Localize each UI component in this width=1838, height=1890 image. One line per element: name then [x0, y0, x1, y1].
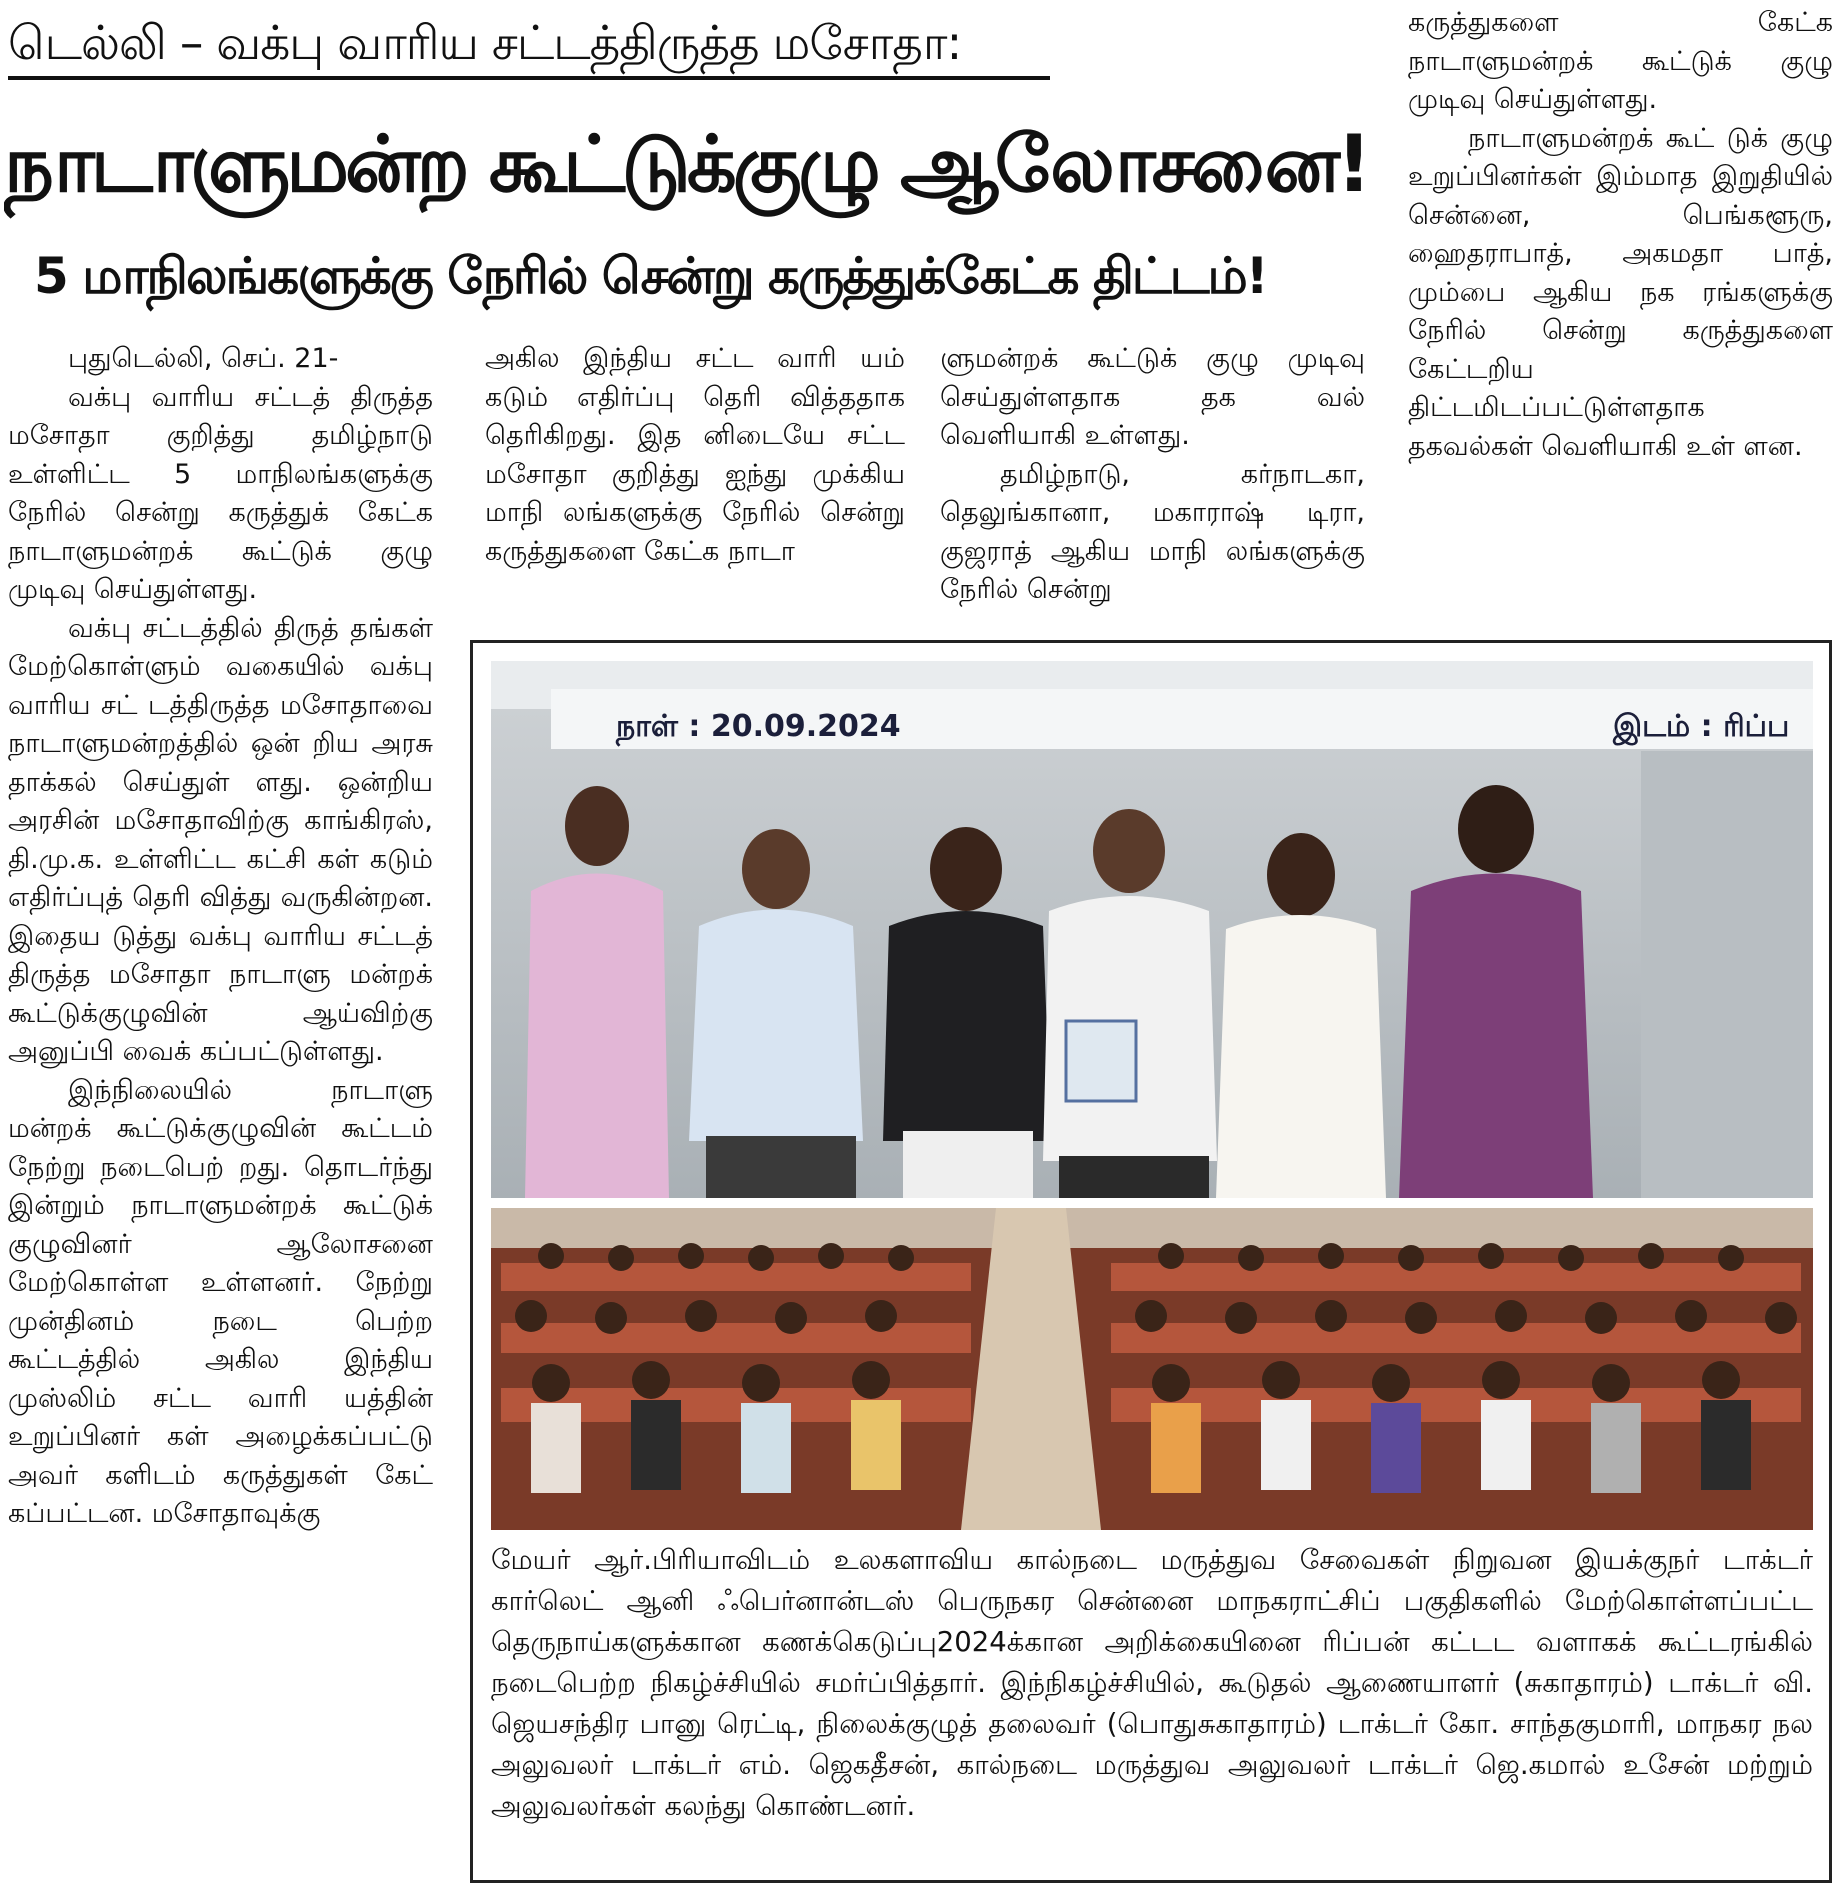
article-column-1	[8, 340, 433, 1888]
event-photo	[491, 661, 1813, 1198]
photo-caption-box	[470, 640, 1832, 1883]
paragraph: அகில இந்திய சட்ட வாரி யம் கடும் எதிர்ப்பு தெரி வித்ததாக தெரிகிறது. இத னிடையே சட்ட மசோதா குறித்து ஐந்து முக்கிய மாநி லங்களுக்கு நேரில் சென்று கருத்துகளை கேட்க நாடா	[485, 343, 905, 567]
banner-place: இடம் : ரிப்ப	[1613, 709, 1790, 744]
paragraph: வக்பு வாரிய சட்டத் திருத்த மசோதா குறித்து தமிழ்நாடு உள்ளிட்ட 5 மாநிலங்களுக்கு நேரில் சென்று கருத்துக் கேட்க நாடாளுமன்றக் கூட்டுக் குழு முடிவு செய்துள்ளது.	[8, 381, 433, 605]
photo-caption	[491, 1540, 1813, 1870]
kicker-line: டெல்லி – வக்பு வாரிய சட்டத்திருத்த மசோதா:	[8, 12, 1050, 80]
report-book	[1066, 1021, 1136, 1101]
subheadline: 5 மாநிலங்களுக்கு நேரில் சென்று கருத்துக்கேட்க திட்டம்!	[34, 247, 1267, 305]
headline: நாடாளுமன்ற கூட்டுக்குழு ஆலோசனை!	[4, 120, 1368, 210]
article-column-4	[1408, 4, 1833, 614]
audience-photo	[491, 1208, 1813, 1530]
caption-text: மேயர் ஆர்.பிரியாவிடம் உலகளாவிய கால்நடை மருத்துவ சேவைகள் நிறுவன இயக்குநர் டாக்டர் கார்லெட் ஆனி ஃபெர்னான்டஸ் பெருநகர சென்னை மாநகராட்சிப் பகுதிகளில் மேற்கொள்ளப்பட்ட தெருநாய்களுக்கான கணக்கெடுப்பு2024க்கான அறிக்கையினை ரிப்பன் கட்டட வளாகக் கூட்டரங்கில் நடைபெற்ற நிகழ்ச்சியில் சமர்ப்பித்தார். இந்நிகழ்ச்சியில், கூடுதல் ஆணையாளர் (சுகாதாரம்) டாக்டர் வி. ஜெயசந்திர பானு ரெட்டி, நிலைக்குழுத் தலைவர் (பொதுசுகாதாரம்) டாக்டர் கோ. சாந்தகுமாரி, மாநகர நல அலுவலர் டாக்டர் எம். ஜெகதீசன், கால்நடை மருத்துவ அலுவலர் டாக்டர் ஜெ.கமால் உசேன் மற்றும் அலுவலர்கள் கலந்து கொண்டனர்.	[491, 1544, 1813, 1822]
paragraph: தமிழ்நாடு, கர்நாடகா, தெலுங்கானா, மகாராஷ் டிரா, குஜராத் ஆகிய மாநி லங்களுக்கு நேரில் சென்று	[940, 458, 1365, 605]
paragraph: நாடாளுமன்றக் கூட் டுக் குழு உறுப்பினர்கள் இம்மாத இறுதியில் சென்னை, பெங்களூரு, ஹைதராபாத், அகமதா பாத், மும்பை ஆகிய நக ரங்களுக்கு நேரில் சென்று கருத்துகளை கேட்டறிய திட்டமிடப்பட்டுள்ளதாக தகவல்கள் வெளியாகி உள் ளன.	[1408, 122, 1833, 462]
dateline: புதுடெல்லி, செப். 21-	[68, 343, 339, 374]
article-column-3	[940, 340, 1365, 630]
paragraph: ளுமன்றக் கூட்டுக் குழு முடிவு செய்துள்ளதாக தக வல் வெளியாகி உள்ளது.	[940, 343, 1365, 451]
article-column-2	[485, 340, 905, 630]
paragraph: கருத்துகளை கேட்க நாடாளுமன்றக் கூட்டுக் குழு முடிவு செய்துள்ளது.	[1408, 7, 1833, 115]
paragraph: வக்பு சட்டத்தில் திருத் தங்கள் மேற்கொள்ளும் வகையில் வக்பு வாரிய சட் டத்திருத்த மசோதாவை நாடாளுமன்றத்தில் ஒன் றிய அரசு தாக்கல் செய்துள் ளது. ஒன்றிய அரசின் மசோதாவிற்கு காங்கிரஸ், தி.மு.க. உள்ளிட்ட கட்சி கள் கடும் எதிர்ப்புத் தெரி வித்து வருகின்றன. இதைய டுத்து வக்பு வாரிய சட்டத் திருத்த மசோதா நாடாளு மன்றக் கூட்டுக்குழுவின் ஆய்விற்கு அனுப்பி வைக் கப்பட்டுள்ளது.	[8, 612, 433, 1067]
paragraph: இந்நிலையில் நாடாளு மன்றக் கூட்டுக்குழுவின் கூட்டம் நேற்று நடைபெற் றது. தொடர்ந்து இன்றும் நாடாளுமன்றக் கூட்டுக் குழுவினர் ஆலோசனை மேற்கொள்ள உள்ளனர். நேற்று முன்தினம் நடை பெற்ற கூட்டத்தில் அகில இந்திய முஸ்லிம் சட்ட வாரி யத்தின் உறுப்பினர் கள் அழைக்கப்பட்டு அவர் களிடம் கருத்துகள் கேட் கப்பட்டன. மசோதாவுக்கு	[8, 1074, 433, 1529]
banner-date: நாள் : 20.09.2024	[616, 709, 901, 744]
